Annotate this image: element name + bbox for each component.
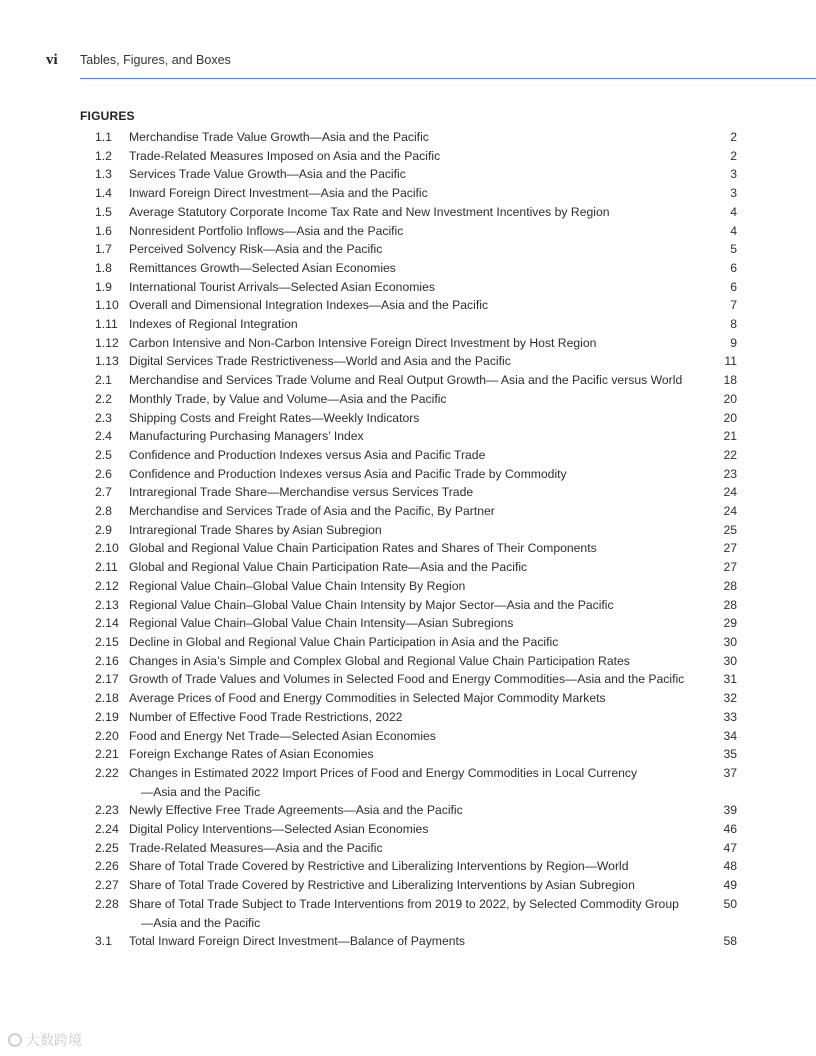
figure-title (129, 539, 697, 558)
figure-title-text: Food and Energy Net Trade—Selected Asian Economies (129, 728, 436, 743)
figure-title-text: Remittances Growth—Selected Asian Economies (129, 260, 396, 275)
figure-title-text: Shipping Costs and Freight Rates—Weekly Indicators (129, 410, 420, 425)
figure-page-number: 37 (723, 765, 737, 780)
figure-title (129, 670, 697, 689)
figure-title-text: Average Statutory Corporate Income Tax Rate and New Investment Incentives by Region (129, 204, 610, 219)
figure-title-text: Decline in Global and Regional Value Chain Participation in Asia and the Pacific (129, 634, 559, 649)
figure-page-number: 33 (723, 709, 737, 724)
figure-number: 2.5 (95, 447, 112, 462)
figure-title-text: Trade-Related Measures—Asia and the Pacific (129, 840, 383, 855)
figure-number: 2.21 (95, 747, 119, 762)
figure-entry[interactable] (95, 165, 737, 184)
figure-number: 2.27 (95, 878, 119, 893)
figure-number: 2.17 (95, 672, 119, 687)
figure-entry[interactable] (95, 764, 737, 801)
figure-title-text: Regional Value Chain–Global Value Chain Intensity by Major Sector—Asia and the Pacific (129, 597, 614, 612)
figure-number: 2.22 (95, 765, 119, 780)
figure-number: 1.4 (95, 186, 112, 201)
figure-number: 2.19 (95, 709, 119, 724)
figure-title (129, 895, 697, 932)
figure-title-text: Perceived Solvency Risk—Asia and the Pacific (129, 242, 383, 257)
figure-number: 1.7 (95, 242, 112, 257)
figure-title (129, 147, 697, 166)
watermark-logo-icon (8, 1033, 22, 1047)
figure-title (129, 483, 697, 502)
figure-page-number: 28 (723, 597, 737, 612)
figure-title-text: Number of Effective Food Trade Restrictions, 2022 (129, 709, 403, 724)
figure-title (129, 727, 697, 746)
figure-page-number: 29 (723, 616, 737, 631)
figure-title-text: Newly Effective Free Trade Agreements—Asia and the Pacific (129, 803, 463, 818)
figure-title (129, 614, 697, 633)
figure-entry[interactable] (95, 203, 737, 222)
figure-number: 2.13 (95, 597, 119, 612)
figure-page-number: 39 (723, 803, 737, 818)
figure-entry[interactable] (95, 539, 737, 558)
figure-entry[interactable] (95, 614, 737, 633)
figure-title (129, 427, 697, 446)
figure-title-text: Merchandise Trade Value Growth—Asia and the Pacific (129, 130, 429, 144)
figure-title-text: Confidence and Production Indexes versus Asia and Pacific Trade (129, 447, 486, 462)
figure-page-number: 2 (730, 148, 737, 163)
figure-title-text: Nonresident Portfolio Inflows—Asia and the Pacific (129, 223, 404, 238)
figure-entry[interactable] (95, 652, 737, 671)
figure-title (129, 689, 697, 708)
figure-page-number: 20 (723, 391, 737, 406)
figure-title (129, 259, 697, 278)
figure-number: 2.14 (95, 616, 119, 631)
figure-title-text: Inward Foreign Direct Investment—Asia and the Pacific (129, 186, 428, 201)
figure-entry[interactable] (95, 820, 737, 839)
figure-title-continuation: —Asia and the Pacific (141, 784, 261, 799)
figure-page-number: 21 (723, 429, 737, 444)
figure-number: 2.20 (95, 728, 119, 743)
section-title: FIGURES (80, 109, 135, 123)
figure-number: 2.28 (95, 896, 119, 911)
figure-page-number: 50 (723, 896, 737, 911)
figure-title (129, 876, 697, 895)
figure-title-text: Digital Services Trade Restrictiveness—World and Asia and the Pacific (129, 354, 511, 369)
figure-page-number: 27 (723, 541, 737, 556)
figure-entry[interactable] (95, 857, 737, 876)
figure-title (129, 857, 697, 876)
figure-number: 2.9 (95, 522, 112, 537)
figure-number: 1.9 (95, 279, 112, 294)
figure-title (129, 596, 697, 615)
figure-entry[interactable] (95, 240, 737, 259)
figure-page-number: 47 (723, 840, 737, 855)
figure-entry[interactable] (95, 521, 737, 540)
figure-number: 2.10 (95, 541, 119, 556)
figure-page-number: 46 (723, 822, 737, 837)
figure-page-number: 32 (723, 691, 737, 706)
figure-entry[interactable] (95, 932, 737, 951)
figure-number: 2.3 (95, 410, 112, 425)
figure-title-text: Total Inward Foreign Direct Investment—Balance of Payments (129, 934, 465, 949)
figure-page-number: 34 (723, 728, 737, 743)
figure-page-number: 9 (730, 335, 737, 350)
figure-title-text: Monthly Trade, by Value and Volume—Asia and the Pacific (129, 391, 447, 406)
figure-page-number: 30 (723, 634, 737, 649)
figure-number: 1.8 (95, 260, 112, 275)
figure-number: 2.24 (95, 822, 119, 837)
figure-entry[interactable] (95, 596, 737, 615)
figure-page-number: 27 (723, 560, 737, 575)
watermark (8, 1030, 82, 1050)
figure-title (129, 371, 697, 390)
figure-title (129, 352, 697, 371)
figure-number: 2.6 (95, 466, 112, 481)
figure-entry[interactable] (95, 390, 737, 409)
figure-title-text: Confidence and Production Indexes versus Asia and Pacific Trade by Commodity (129, 466, 567, 481)
figure-title (129, 839, 697, 858)
figure-page-number: 6 (730, 260, 737, 275)
figure-title (129, 521, 697, 540)
figure-entry[interactable] (95, 670, 737, 689)
figure-page-number: 5 (730, 242, 737, 257)
figure-title (129, 165, 697, 184)
figure-page-number: 23 (723, 466, 737, 481)
figure-entry[interactable] (95, 558, 737, 577)
figure-number: 2.15 (95, 634, 119, 649)
figure-title-text: Changes in Estimated 2022 Import Prices of Food and Energy Commodities in Local Currency (129, 765, 638, 780)
figure-entry[interactable] (95, 633, 737, 652)
figure-number: 1.13 (95, 354, 119, 369)
figure-page-number: 4 (730, 223, 737, 238)
figure-number: 1.3 (95, 167, 112, 182)
figure-title (129, 334, 697, 353)
figure-entry[interactable] (95, 334, 737, 353)
figure-number: 2.4 (95, 429, 112, 444)
figure-title-text: Manufacturing Purchasing Managers’ Index (129, 429, 364, 444)
figure-page-number: 48 (723, 859, 737, 874)
figure-title (129, 652, 697, 671)
figure-entry[interactable] (95, 839, 737, 858)
figure-number: 1.2 (95, 148, 112, 163)
figure-page-number: 31 (723, 672, 737, 687)
figure-entry[interactable] (95, 446, 737, 465)
header-rule (80, 78, 816, 79)
figure-title-text: Regional Value Chain–Global Value Chain Intensity By Region (129, 578, 466, 593)
figure-title (129, 222, 697, 241)
figure-title (129, 390, 697, 409)
figure-title-text: Share of Total Trade Subject to Trade Interventions from 2019 to 2022, by Selected Commodity Group (129, 896, 679, 911)
figure-title (129, 633, 697, 652)
figure-entry[interactable] (95, 727, 737, 746)
figure-entry[interactable] (95, 222, 737, 241)
figure-number: 1.12 (95, 335, 119, 350)
figure-title-continuation: —Asia and the Pacific (141, 915, 261, 930)
figure-title-text: Trade-Related Measures Imposed on Asia and the Pacific (129, 148, 441, 163)
figure-number: 2.8 (95, 504, 112, 519)
figure-entry[interactable] (95, 371, 737, 390)
figure-title-text: Intraregional Trade Share—Merchandise versus Services Trade (129, 485, 474, 500)
figure-entry[interactable] (95, 278, 737, 297)
figure-title-text: Average Prices of Food and Energy Commodities in Selected Major Commodity Markets (129, 691, 606, 706)
figure-page-number: 35 (723, 747, 737, 762)
figure-page-number: 11 (724, 354, 737, 369)
figure-title (129, 708, 697, 727)
figure-number: 1.11 (95, 317, 118, 332)
figure-title-text: Changes in Asia’s Simple and Complex Global and Regional Value Chain Participation Rates (129, 653, 630, 668)
figure-title (129, 128, 697, 147)
figure-title-text: Global and Regional Value Chain Participation Rates and Shares of Their Components (129, 541, 597, 556)
figure-number: 1.10 (95, 298, 119, 313)
figure-title-text: Share of Total Trade Covered by Restrictive and Liberalizing Interventions by Region—World (129, 859, 629, 874)
figure-page-number: 30 (723, 653, 737, 668)
figure-entry[interactable] (95, 689, 737, 708)
figure-page-number: 7 (730, 298, 737, 313)
figure-title (129, 465, 697, 484)
figure-page-number: 28 (723, 578, 737, 593)
figure-entry[interactable] (95, 708, 737, 727)
figure-title-text: Overall and Dimensional Integration Indexes—Asia and the Pacific (129, 298, 489, 313)
figure-page-number: 24 (723, 485, 737, 500)
figure-title (129, 409, 697, 428)
figure-number: 3.1 (95, 934, 112, 949)
figure-entry[interactable] (95, 315, 737, 334)
figure-number: 2.2 (95, 391, 112, 406)
figure-page-number: 18 (723, 373, 737, 388)
figure-entry[interactable] (95, 147, 737, 166)
figure-number: 2.1 (95, 373, 112, 388)
figure-title (129, 764, 697, 801)
figure-title-text: Digital Policy Interventions—Selected Asian Economies (129, 822, 429, 837)
figure-list (95, 128, 737, 951)
figure-title-text: Growth of Trade Values and Volumes in Selected Food and Energy Commodities—Asia and the Pacific (129, 672, 685, 687)
figure-title (129, 296, 697, 315)
figure-page-number: 24 (723, 504, 737, 519)
figure-page-number: 20 (723, 410, 737, 425)
figure-title (129, 558, 697, 577)
figure-title-text: Services Trade Value Growth—Asia and the Pacific (129, 167, 406, 182)
figure-title (129, 446, 697, 465)
figure-entry[interactable] (95, 465, 737, 484)
figure-entry[interactable] (95, 876, 737, 895)
figure-title (129, 577, 697, 596)
figure-number: 2.12 (95, 578, 119, 593)
figure-number: 2.16 (95, 653, 119, 668)
figure-title-text: Merchandise and Services Trade of Asia and the Pacific, By Partner (129, 504, 495, 519)
figure-entry[interactable] (95, 352, 737, 371)
figure-title-text: Foreign Exchange Rates of Asian Economies (129, 747, 374, 762)
figure-number: 1.1 (95, 130, 112, 144)
figure-entry[interactable] (95, 577, 737, 596)
figure-title-text: Carbon Intensive and Non-Carbon Intensive Foreign Direct Investment by Host Region (129, 335, 597, 350)
figure-title (129, 932, 697, 951)
figure-entry[interactable] (95, 502, 737, 521)
figure-entry[interactable] (95, 483, 737, 502)
figure-title-text: Indexes of Regional Integration (129, 317, 298, 332)
figure-entry[interactable] (95, 409, 737, 428)
figure-entry[interactable] (95, 184, 737, 203)
page-header (46, 52, 231, 76)
figure-title (129, 184, 697, 203)
figure-page-number: 4 (730, 204, 737, 219)
figure-entry[interactable] (95, 296, 737, 315)
figure-title-text: Global and Regional Value Chain Participation Rate—Asia and the Pacific (129, 560, 528, 575)
figure-title (129, 315, 697, 334)
figure-title-text: Intraregional Trade Shares by Asian Subregion (129, 522, 382, 537)
figure-title (129, 801, 697, 820)
figure-entry[interactable] (95, 259, 737, 278)
figure-page-number: 2 (730, 130, 737, 144)
figure-title (129, 820, 697, 839)
figure-entry[interactable] (95, 128, 737, 147)
figure-title (129, 240, 697, 259)
running-head: Tables, Figures, and Boxes (80, 53, 231, 67)
figure-number: 1.5 (95, 204, 112, 219)
figure-page-number: 6 (730, 279, 737, 294)
figure-number: 2.18 (95, 691, 119, 706)
figure-entry[interactable] (95, 895, 737, 932)
figure-entry[interactable] (95, 801, 737, 820)
figure-title-text: Share of Total Trade Covered by Restrictive and Liberalizing Interventions by Asian Subregion (129, 878, 635, 893)
figure-number: 2.26 (95, 859, 119, 874)
figure-number: 2.11 (95, 560, 118, 575)
figure-title-text: International Tourist Arrivals—Selected Asian Economies (129, 279, 435, 294)
figure-title (129, 502, 697, 521)
figure-title (129, 278, 697, 297)
figure-title (129, 745, 697, 764)
figure-page-number: 3 (730, 167, 737, 182)
page-number: vi (46, 52, 58, 68)
figure-number: 2.25 (95, 840, 119, 855)
watermark-text: 大数跨境 (26, 1032, 82, 1048)
figure-title-text: Regional Value Chain–Global Value Chain Intensity—Asian Subregions (129, 616, 514, 631)
figure-number: 1.6 (95, 223, 112, 238)
figure-page-number: 3 (730, 186, 737, 201)
figure-title (129, 203, 697, 222)
figure-number: 2.23 (95, 803, 119, 818)
figure-title-text: Merchandise and Services Trade Volume and Real Output Growth— Asia and the Pacific versus World (129, 373, 683, 388)
figure-entry[interactable] (95, 745, 737, 764)
figure-entry[interactable] (95, 427, 737, 446)
figure-page-number: 8 (730, 317, 737, 332)
figure-page-number: 58 (723, 934, 737, 949)
figure-page-number: 49 (723, 878, 737, 893)
figure-number: 2.7 (95, 485, 112, 500)
figure-page-number: 25 (723, 522, 737, 537)
figure-page-number: 22 (723, 447, 737, 462)
